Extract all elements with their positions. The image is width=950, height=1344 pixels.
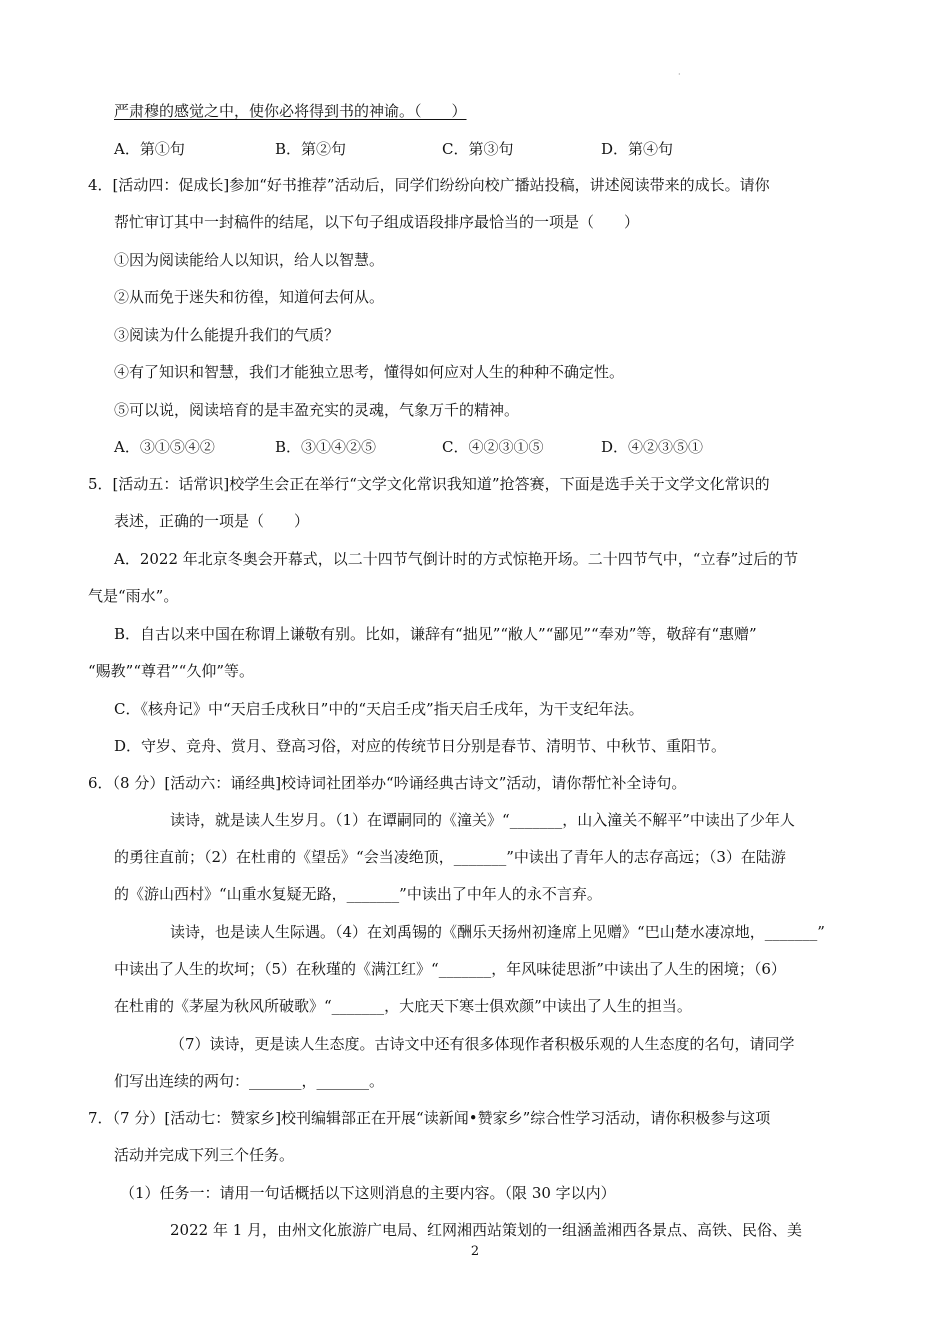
q4-line2: 帮忙审订其中一封稿件的结尾，以下句子组成语段排序最恰当的一项是（ ） [114, 213, 640, 231]
q7-line2: 活动并完成下列三个任务。 [114, 1146, 295, 1164]
q4-option-c: C．④②③①⑤ [442, 438, 544, 456]
q6-p3-line1: （7）读诗，更是读人生态度。古诗文中还有很多体现作者积极乐观的人生态度的名句，请同学 [170, 1035, 795, 1053]
q3-option-a: A．第①句 [114, 140, 185, 158]
q3-option-b: B．第②句 [275, 140, 347, 158]
q6-p2-line3: 在杜甫的《茅屋为秋风所破歌》“_______，大庇天下寒士俱欢颜”中读出了人生的担当。 [114, 997, 692, 1015]
q3-option-c: C．第③句 [442, 140, 514, 158]
q3-option-d: D．第④句 [601, 140, 674, 158]
q4-line1: 4．[活动四：促成长]参加“好书推荐”活动后，同学们纷纷向校广播站投稿，讲述阅读带来的成长。请你 [88, 176, 770, 194]
q5-option-a-line1: A．2022 年北京冬奥会开幕式，以二十四节气倒计时的方式惊艳开场。二十四节气中，“立春”过后的节 [114, 550, 799, 568]
q6-p1-line2: 的勇往直前；（2）在杜甫的《望岳》“会当凌绝顶，_______”中读出了青年人的志存高远；（3）在陆游 [114, 848, 786, 866]
q5-option-a-line2: 气是“雨水”。 [88, 587, 179, 605]
q6-head: 6．（8 分）[活动六：诵经典]校诗词社团举办“吟诵经典古诗文”活动，请你帮忙补全诗句。 [88, 774, 687, 792]
q5-option-b-line1: B．自古以来中国在称谓上谦敬有别。比如，谦辞有“拙见”“敝人”“鄙见”“奉劝”等，敬辞有“惠赠” [114, 625, 757, 643]
q4-option-d: D．④②③⑤① [601, 438, 704, 456]
q4-option-b: B．③①④②⑤ [275, 438, 377, 456]
top-dot: · [678, 70, 681, 79]
q7-news-line1: 2022 年 1 月，由州文化旅游广电局、红网湘西站策划的一组涵盖湘西各景点、高铁、民俗、美 [170, 1221, 803, 1239]
q4-sentence-5: ⑤可以说，阅读培育的是丰盈充实的灵魂，气象万千的精神。 [114, 401, 520, 419]
q7-task1: （1）任务一：请用一句话概括以下这则消息的主要内容。（限 30 字以内） [120, 1184, 616, 1202]
q6-p2-line2: 中读出了人生的坎坷；（5）在秋瑾的《满江红》“_______，年风味徒思浙”中读出了人生的困境；（6） [114, 960, 786, 978]
q5-line2: 表述，正确的一项是（ ） [114, 512, 310, 530]
q5-option-d: D．守岁、竞舟、赏月、登高习俗，对应的传统节日分别是春节、清明节、中秋节、重阳节。 [114, 737, 727, 755]
q5-option-b-line2: “赐教”“尊君”“久仰”等。 [88, 662, 255, 680]
q4-sentence-3: ③阅读为什么能提升我们的气质？ [114, 326, 340, 344]
q4-sentence-1: ①因为阅读能给人以知识，给人以智慧。 [114, 251, 385, 269]
q6-p2-line1: 读诗，也是读人生际遇。（4）在刘禹锡的《酬乐天扬州初逢席上见赠》“巴山楚水凄凉地，_______” [170, 923, 825, 941]
q5-option-c: C．《核舟记》中“天启壬戌秋日”中的“天启壬戌”指天启壬戌年，为干支纪年法。 [114, 700, 644, 718]
q6-p1-line1: 读诗，就是读人生岁月。（1）在谭嗣同的《潼关》“_______，山入潼关不解平”中读出了少年人 [170, 811, 795, 829]
q4-sentence-4: ④有了知识和智慧，我们才能独立思考，懂得如何应对人生的种种不确定性。 [114, 363, 625, 381]
q5-line1: 5．[活动五：话常识]校学生会正在举行“文学文化常识我知道”抢答赛，下面是选手关于文学文化常识的 [88, 475, 770, 493]
q7-line1: 7．（7 分）[活动七：赞家乡]校刊编辑部正在开展“读新闻•赞家乡”综合性学习活动，请你积极参与这项 [88, 1109, 771, 1127]
q6-p3-line2: 们写出连续的两句：_______，_______。 [114, 1072, 385, 1090]
q4-sentence-2: ②从而免于迷失和彷徨，知道何去何从。 [114, 288, 385, 306]
page-number: 2 [470, 1244, 480, 1259]
q3-line: 严肃穆的感觉之中，使你必将得到书的神谕。（ ） [114, 102, 467, 120]
q6-p1-line3: 的《游山西村》“山重水复疑无路，_______”中读出了中年人的永不言弃。 [114, 885, 602, 903]
q4-option-a: A．③①⑤④② [114, 438, 215, 456]
